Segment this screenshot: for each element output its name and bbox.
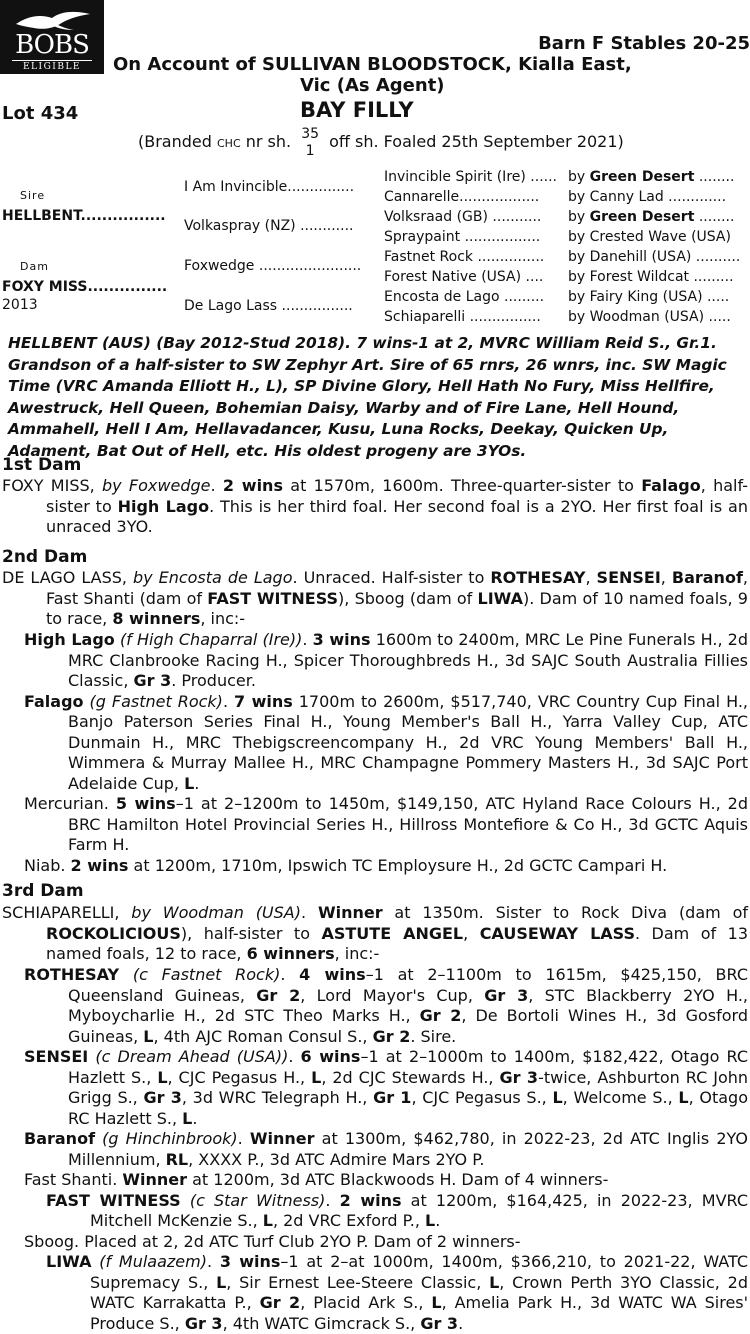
text-run: . [288, 1047, 301, 1066]
text-run: FOXY MISS, [2, 476, 103, 495]
text-run: . [210, 476, 223, 495]
bold-run: L [262, 1211, 273, 1230]
logo-text-bobs: BOBS [15, 30, 89, 60]
text-run: . Dam of 13 named foals, 12 to race, [46, 923, 749, 963]
progeny-entry [46, 1252, 748, 1334]
sire-name-text: HELLBENT [2, 208, 81, 224]
bold-run: Gr 2 [256, 985, 301, 1005]
bold-run: Gr 1 [373, 1088, 412, 1107]
text-run: 1600m to 2400m, MRC Le Pine Funerals H., 2d MRC Clanbrooke Racing H., Spicer Thoroughbreds H., 3d SAJC South Australia Fillies Classic, [68, 630, 749, 690]
pedigree-gen3-1: Invincible Spirit (Ire) ...... [384, 169, 557, 185]
text-run: , CJC Pegasus S., [411, 1088, 553, 1107]
text-run: at 1570m, 1600m. Three-quarter-sister to [282, 476, 642, 495]
dam-label: Dam [20, 260, 49, 273]
bold-run: L [182, 1108, 193, 1128]
dam-name: FOXY MISS............... [2, 279, 168, 295]
vendor-account: On Account of SULLIVAN BLOODSTOCK, Kialla East, [113, 54, 632, 75]
bold-run: Gr 3 [499, 1067, 539, 1087]
pedigree-gen4-4 [568, 227, 731, 247]
text-run: ), Sboog (dam of [338, 588, 478, 608]
bobs-eligible-logo [0, 0, 104, 74]
text-run: DE LAGO LASS, [2, 568, 133, 587]
text-run: , 4th AJC Roman Consul S., [153, 1026, 373, 1046]
progeny-entry [24, 965, 748, 1047]
text-run: SCHIAPARELLI, [2, 903, 132, 922]
bold-run: 3 wins [312, 630, 371, 649]
pedigree-gen4-name: Woodman (USA) [589, 309, 705, 325]
text-run: , 3d WRC Telegraph H., [181, 1088, 374, 1107]
text-run: at 1200m, 3d ATC Blackwoods H. Dam of 4 winners- [187, 1170, 609, 1189]
pedigree-gen4-name: Green Desert [589, 169, 695, 185]
bold-run: FAST WITNESS [207, 588, 339, 608]
second-dam-heading: 2nd Dam [2, 547, 88, 567]
text-run: . [458, 1313, 464, 1333]
first-dam-paragraph [2, 476, 748, 538]
flying-bird-logo-icon [14, 8, 94, 32]
bold-run: Gr 2 [259, 1293, 301, 1312]
bold-run: Baranof [24, 1129, 96, 1148]
text-run: Niab. [24, 855, 71, 875]
bold-run: L [143, 1026, 154, 1046]
pedigree-gen4-prefix: by [568, 169, 590, 185]
bold-run: 2 wins [70, 855, 129, 875]
bold-run: 7 wins [234, 691, 293, 711]
text-run: –1 at 2–1100m to 1615m, $425,150, BRC Queensland Guineas, [68, 965, 749, 1005]
bold-run: L [678, 1088, 689, 1107]
third-dam-paragraph [2, 903, 748, 965]
pedigree-gen4-prefix: by [568, 309, 590, 325]
brand-fraction [301, 126, 319, 160]
bold-run: 2 wins [339, 1190, 402, 1210]
bold-run: ASTUTE ANGEL [321, 923, 464, 943]
pedigree-gen3-6-text: Forest Native (USA) [384, 269, 522, 285]
pedigree-gen2-4-text: De Lago Lass [184, 298, 278, 314]
bold-run: Falago [24, 691, 84, 711]
text-run: , Sir Ernest Lee-Steere Classic, [226, 1272, 490, 1292]
pedigree-gen4-prefix: by [568, 229, 590, 245]
pedigree-gen4-prefix: by [568, 249, 590, 265]
pedigree-gen4-prefix: by [568, 269, 590, 285]
horse-title: BAY FILLY [300, 98, 414, 122]
bold-run: CAUSEWAY LASS [479, 923, 635, 943]
text-run: . [192, 1108, 198, 1128]
progeny-entry [24, 630, 748, 692]
text-run: ). Dam of 10 named foals, 9 to race, [46, 588, 748, 628]
bold-run: Winner [122, 1170, 188, 1189]
text-run: . Sire. [410, 1026, 457, 1046]
bold-run: High Lago [24, 630, 115, 649]
pedigree-gen2-1-text: I Am Invincible [184, 179, 288, 195]
italic-run: (g Hinchinbrook) [95, 1129, 238, 1148]
text-run: , De Bortoli Wines H., 3d Gosford Guineas, [68, 1006, 749, 1046]
pedigree-gen4-prefix: by [568, 289, 590, 305]
text-run: , inc:- [334, 944, 380, 963]
bold-run: 6 wins [300, 1047, 361, 1066]
pedigree-gen4-5: by Danehill (USA) .......... [568, 249, 741, 265]
pedigree-gen3-8: Schiaparelli ................ [384, 309, 541, 325]
barn-location: Barn F Stables 20-25 [538, 33, 750, 54]
bold-run: ROTHESAY [24, 965, 120, 984]
text-run: , Lord Mayor's Cup, [300, 985, 485, 1005]
italic-run: (f Mulaazem) [91, 1252, 207, 1271]
text-run: –1 at 2–at 1000m, 1400m, $366,210, to 2021-22, WATC Supremacy S., [90, 1252, 749, 1292]
progeny-entry [24, 692, 748, 795]
text-run: , half-sister to [46, 476, 749, 516]
pedigree-gen4-name: Canny Lad [589, 189, 664, 205]
pedigree-gen3-8-text: Schiaparelli [384, 309, 466, 325]
bold-run: SENSEI [24, 1047, 89, 1066]
text-run: at 1200m, 1710m, Ipswich TC Employsure H., 2d GCTC Campari H. [128, 855, 668, 875]
pedigree-gen4-prefix: by [568, 189, 590, 205]
dam-year: 2013 [2, 297, 38, 313]
italic-run: by Encosta de Lago [132, 568, 293, 587]
pedigree-gen3-3: Volksraad (GB) ........... [384, 209, 542, 225]
pedigree-gen3-6: Forest Native (USA) .... [384, 269, 544, 285]
text-run: at 1300m, $462,780, in 2022-23, 2d ATC Inglis 2YO Millennium, [68, 1129, 749, 1169]
pedigree-gen2-3-text: Foxwedge [184, 258, 255, 274]
second-dam-progeny [0, 630, 750, 876]
sire-label: Sire [20, 189, 46, 202]
bold-run: Winner [317, 903, 383, 922]
text-run: . Unraced. Half-sister to [292, 568, 491, 587]
bold-run: Falago [641, 476, 701, 495]
pedigree-gen3-7: Encosta de Lago ......... [384, 289, 545, 305]
brand-near-side: nr sh. [245, 132, 292, 151]
pedigree-gen4-3: by Green Desert ........ [568, 209, 735, 225]
pedigree-gen2-2: Volkaspray (NZ) ............ [184, 218, 354, 234]
bold-run: L [157, 1067, 168, 1087]
pedigree-gen4-prefix: by [568, 209, 590, 225]
text-run: . [194, 773, 200, 793]
bold-run: ROTHESAY [490, 568, 586, 587]
text-run: , Amelia Park H., 3d WATC WA Sires' Produce S., [90, 1293, 749, 1333]
brand-prefix: (Branded [138, 132, 212, 151]
bold-run: 6 winners [246, 944, 335, 963]
pedigree-gen2-2-text: Volkaspray (NZ) [184, 218, 296, 234]
bold-run: Gr 2 [419, 1006, 462, 1025]
text-run: , 4th WATC Gimcrack S., [222, 1313, 421, 1333]
pedigree-gen4-name: Crested Wave (USA) [589, 229, 731, 245]
brand-numerator: 35 [301, 125, 320, 142]
text-run: Fast Shanti. [24, 1170, 123, 1189]
lot-number: Lot 434 [2, 103, 79, 124]
bold-run: L [489, 1272, 500, 1292]
text-run: . [301, 903, 318, 922]
bold-run: 3 wins [219, 1252, 281, 1271]
bold-run: L [184, 773, 195, 793]
italic-run: by Foxwedge [102, 476, 211, 495]
progeny-entry [24, 856, 748, 877]
text-run: . Producer. [171, 671, 256, 690]
bold-run: Gr 3 [420, 1313, 459, 1333]
bold-run: Gr 3 [143, 1088, 182, 1107]
text-run: , [463, 923, 480, 943]
italic-run: (f High Chaparral (Ire)) [114, 630, 303, 649]
bold-run: 2 wins [222, 476, 283, 495]
bold-run: High Lago [117, 496, 210, 516]
bold-run: LIWA [477, 588, 523, 608]
pedigree-gen3-5: Fastnet Rock ............... [384, 249, 545, 265]
pedigree-gen3-3-text: Volksraad (GB) [384, 209, 488, 225]
bold-run: Gr 3 [184, 1313, 223, 1333]
pedigree-gen3-2-text: Cannarelle [384, 189, 460, 205]
progeny-entry [24, 1170, 748, 1191]
text-run: , CJC Pegasus H., [167, 1067, 312, 1087]
bold-run: L [311, 1067, 322, 1087]
brand-denominator: 1 [305, 142, 315, 159]
text-run: , 2d CJC Stewards H., [321, 1067, 500, 1087]
text-run: . [325, 1190, 340, 1210]
sire-summary: HELLBENT (AUS) (Bay 2012-Stud 2018). 7 wins-1 at 2, MVRC William Reid S., Gr.1. Grandson of a half-sister to SW Zephyr Art. Sire of 65 rnrs, 26 wnrs, inc. SW Magic Time (VRC Amanda Elliott H., L), SP Divine Glory, Hell Hath No Fury, Miss Hellfire, Awestruck, Hell Queen, Bohemian Daisy, Warby and of Fire Lane, Hell Hound, Ammahell, Hell I Am, Hellavadancer, Kusu, Luna Rocks, Deekay, Quicken Up, Adament, Bat Out of Hell, etc. His oldest progeny are 3YOs. [8, 334, 727, 460]
pedigree-gen3-5-text: Fastnet Rock [384, 249, 474, 265]
text-run: . [435, 1211, 441, 1230]
pedigree-gen3-1-text: Invincible Spirit (Ire) [384, 169, 526, 185]
progeny-entry [46, 1191, 748, 1232]
text-run: Sboog. Placed at 2, 2d ATC Turf Club 2YO P. Dam of 2 winners- [24, 1231, 521, 1251]
progeny-entry [24, 1129, 748, 1170]
bold-run: Gr 3 [133, 671, 172, 690]
text-run: . [237, 1129, 250, 1148]
text-run: , Otago RC Hazlett S., [68, 1088, 749, 1128]
pedigree-gen4-name: Forest Wildcat [589, 269, 690, 285]
italic-run: (g Fastnet Rock) [83, 691, 223, 711]
text-run: , Crown Perth 3YO Classic, 2d WATC Karrakatta P., [90, 1272, 748, 1312]
text-run: . [206, 1252, 220, 1271]
pedigree-gen3-2: Cannarelle.................. [384, 189, 540, 205]
italic-run: (c Dream Ahead (USA)) [88, 1047, 289, 1066]
sire-name: HELLBENT................ [2, 208, 166, 224]
bold-run: LIWA [46, 1252, 92, 1271]
bold-run: Gr 3 [484, 985, 529, 1005]
text-run: , XXXX P., 3d ATC Admire Mars 2YO P. [188, 1149, 485, 1169]
text-run: , inc:- [200, 609, 246, 628]
bold-run: 8 winners [112, 609, 201, 628]
text-run: Mercurian. [24, 794, 116, 813]
pedigree-gen4-name: Danehill (USA) [589, 249, 692, 265]
text-run: . This is her third foal. Her second foal is a 2YO. Her first foal is an unraced 3YO. [46, 496, 748, 536]
third-dam-progeny [0, 965, 750, 1334]
bold-run: Gr 2 [372, 1026, 411, 1046]
pedigree-gen2-3: Foxwedge ....................... [184, 258, 362, 274]
first-dam-heading: 1st Dam [2, 455, 82, 475]
text-run: . [280, 965, 300, 984]
logo-text-eligible: ELIGIBLE [12, 60, 92, 72]
bold-run: L [431, 1293, 442, 1312]
pedigree-gen3-4-text: Spraypaint [384, 229, 461, 245]
text-run: , 2d VRC Exford P., [272, 1211, 426, 1230]
pedigree-gen3-7-text: Encosta de Lago [384, 289, 500, 305]
second-dam-paragraph [2, 568, 748, 630]
text-run: . [222, 691, 234, 711]
text-run: –1 at 2–1200m to 1450m, $149,150, ATC Hyland Race Colours H., 2d BRC Hamilton Hotel Provincial Series H., Hillross Montefiore & Co H., 3d GCTC Aquis Farm H. [68, 794, 749, 854]
bold-run: FAST WITNESS [46, 1190, 181, 1210]
pedigree-gen4-name: Fairy King (USA) [589, 289, 703, 305]
pedigree-gen4-1: by Green Desert ........ [568, 169, 735, 185]
pedigree-gen4-7: by Fairy King (USA) ..... [568, 289, 730, 305]
bold-run: SENSEI [596, 568, 661, 587]
progeny-entry [24, 794, 748, 856]
text-run: , [585, 568, 597, 587]
bold-run: RL [165, 1149, 189, 1169]
italic-run: by Woodman (USA) [131, 903, 301, 922]
text-run: –1 at 2–1000m to 1400m, $182,422, Otago RC Hazlett S., [68, 1047, 748, 1087]
text-run: at 1350m. Sister to Rock Diva (dam of [382, 903, 748, 922]
bold-run: ROCKOLICIOUS [46, 923, 181, 943]
bold-run: 4 wins [299, 965, 366, 984]
bold-run: Baranof [671, 568, 743, 587]
brand-suffix: off sh. Foaled 25th September 2021) [329, 132, 624, 151]
text-run: 1700m to 2600m, $517,740, VRC Country Cup Final H., Banjo Paterson Series Final H., Young Member's Ball H., Yarra Valley Cup, ATC Dunmain H., MRC Thebigscreencompany H., 2d VRC Young Members' Ball H., Wimmera & Murray Mallee H., MRC Champagne Pommery Masters H., 3d SAJC Port Adelaide Cup, [68, 691, 749, 793]
vendor-account-line2: Vic (As Agent) [300, 75, 445, 96]
bold-run: L [552, 1088, 563, 1107]
progeny-entry [24, 1047, 748, 1129]
text-run: at 1200m, $164,425, in 2022-23, MVRC Mitchell McKenzie S., [90, 1190, 749, 1230]
third-dam-heading: 3rd Dam [2, 881, 84, 901]
text-run: -twice, Ashburton RC John Grigg S., [68, 1067, 749, 1107]
bold-run: 5 wins [115, 794, 176, 813]
text-run: , [660, 568, 672, 587]
italic-run: (c Star Witness) [180, 1190, 326, 1210]
text-run: . [302, 630, 313, 649]
text-run: , Fast Shanti (dam of [46, 568, 748, 608]
italic-run: (c Fastnet Rock) [119, 965, 281, 984]
pedigree-gen2-4: De Lago Lass ................ [184, 298, 353, 314]
pedigree-gen4-2: by Canny Lad ............. [568, 189, 727, 205]
text-run: , Welcome S., [562, 1088, 679, 1107]
pedigree-gen4-6: by Forest Wildcat ......... [568, 269, 734, 285]
text-run: , Placid Ark S., [300, 1293, 432, 1312]
bold-run: L [216, 1272, 227, 1292]
bold-run: L [425, 1211, 436, 1230]
pedigree-gen2-1: I Am Invincible............... [184, 179, 355, 195]
pedigree-gen4-name: Green Desert [589, 209, 695, 225]
text-run: , STC Blackberry 2YO H., Myboycharlie H., 2d STC Theo Marks H., [68, 985, 749, 1025]
pedigree-gen3-4: Spraypaint ................. [384, 229, 541, 245]
dam-name-text: FOXY MISS [2, 279, 88, 295]
brand-details [138, 124, 624, 162]
pedigree-gen4-8: by Woodman (USA) ..... [568, 309, 731, 325]
progeny-entry [24, 1232, 748, 1253]
brand-mark: CHC [217, 137, 241, 150]
bold-run: Winner [249, 1129, 315, 1148]
text-run: ), half-sister to [180, 923, 322, 943]
